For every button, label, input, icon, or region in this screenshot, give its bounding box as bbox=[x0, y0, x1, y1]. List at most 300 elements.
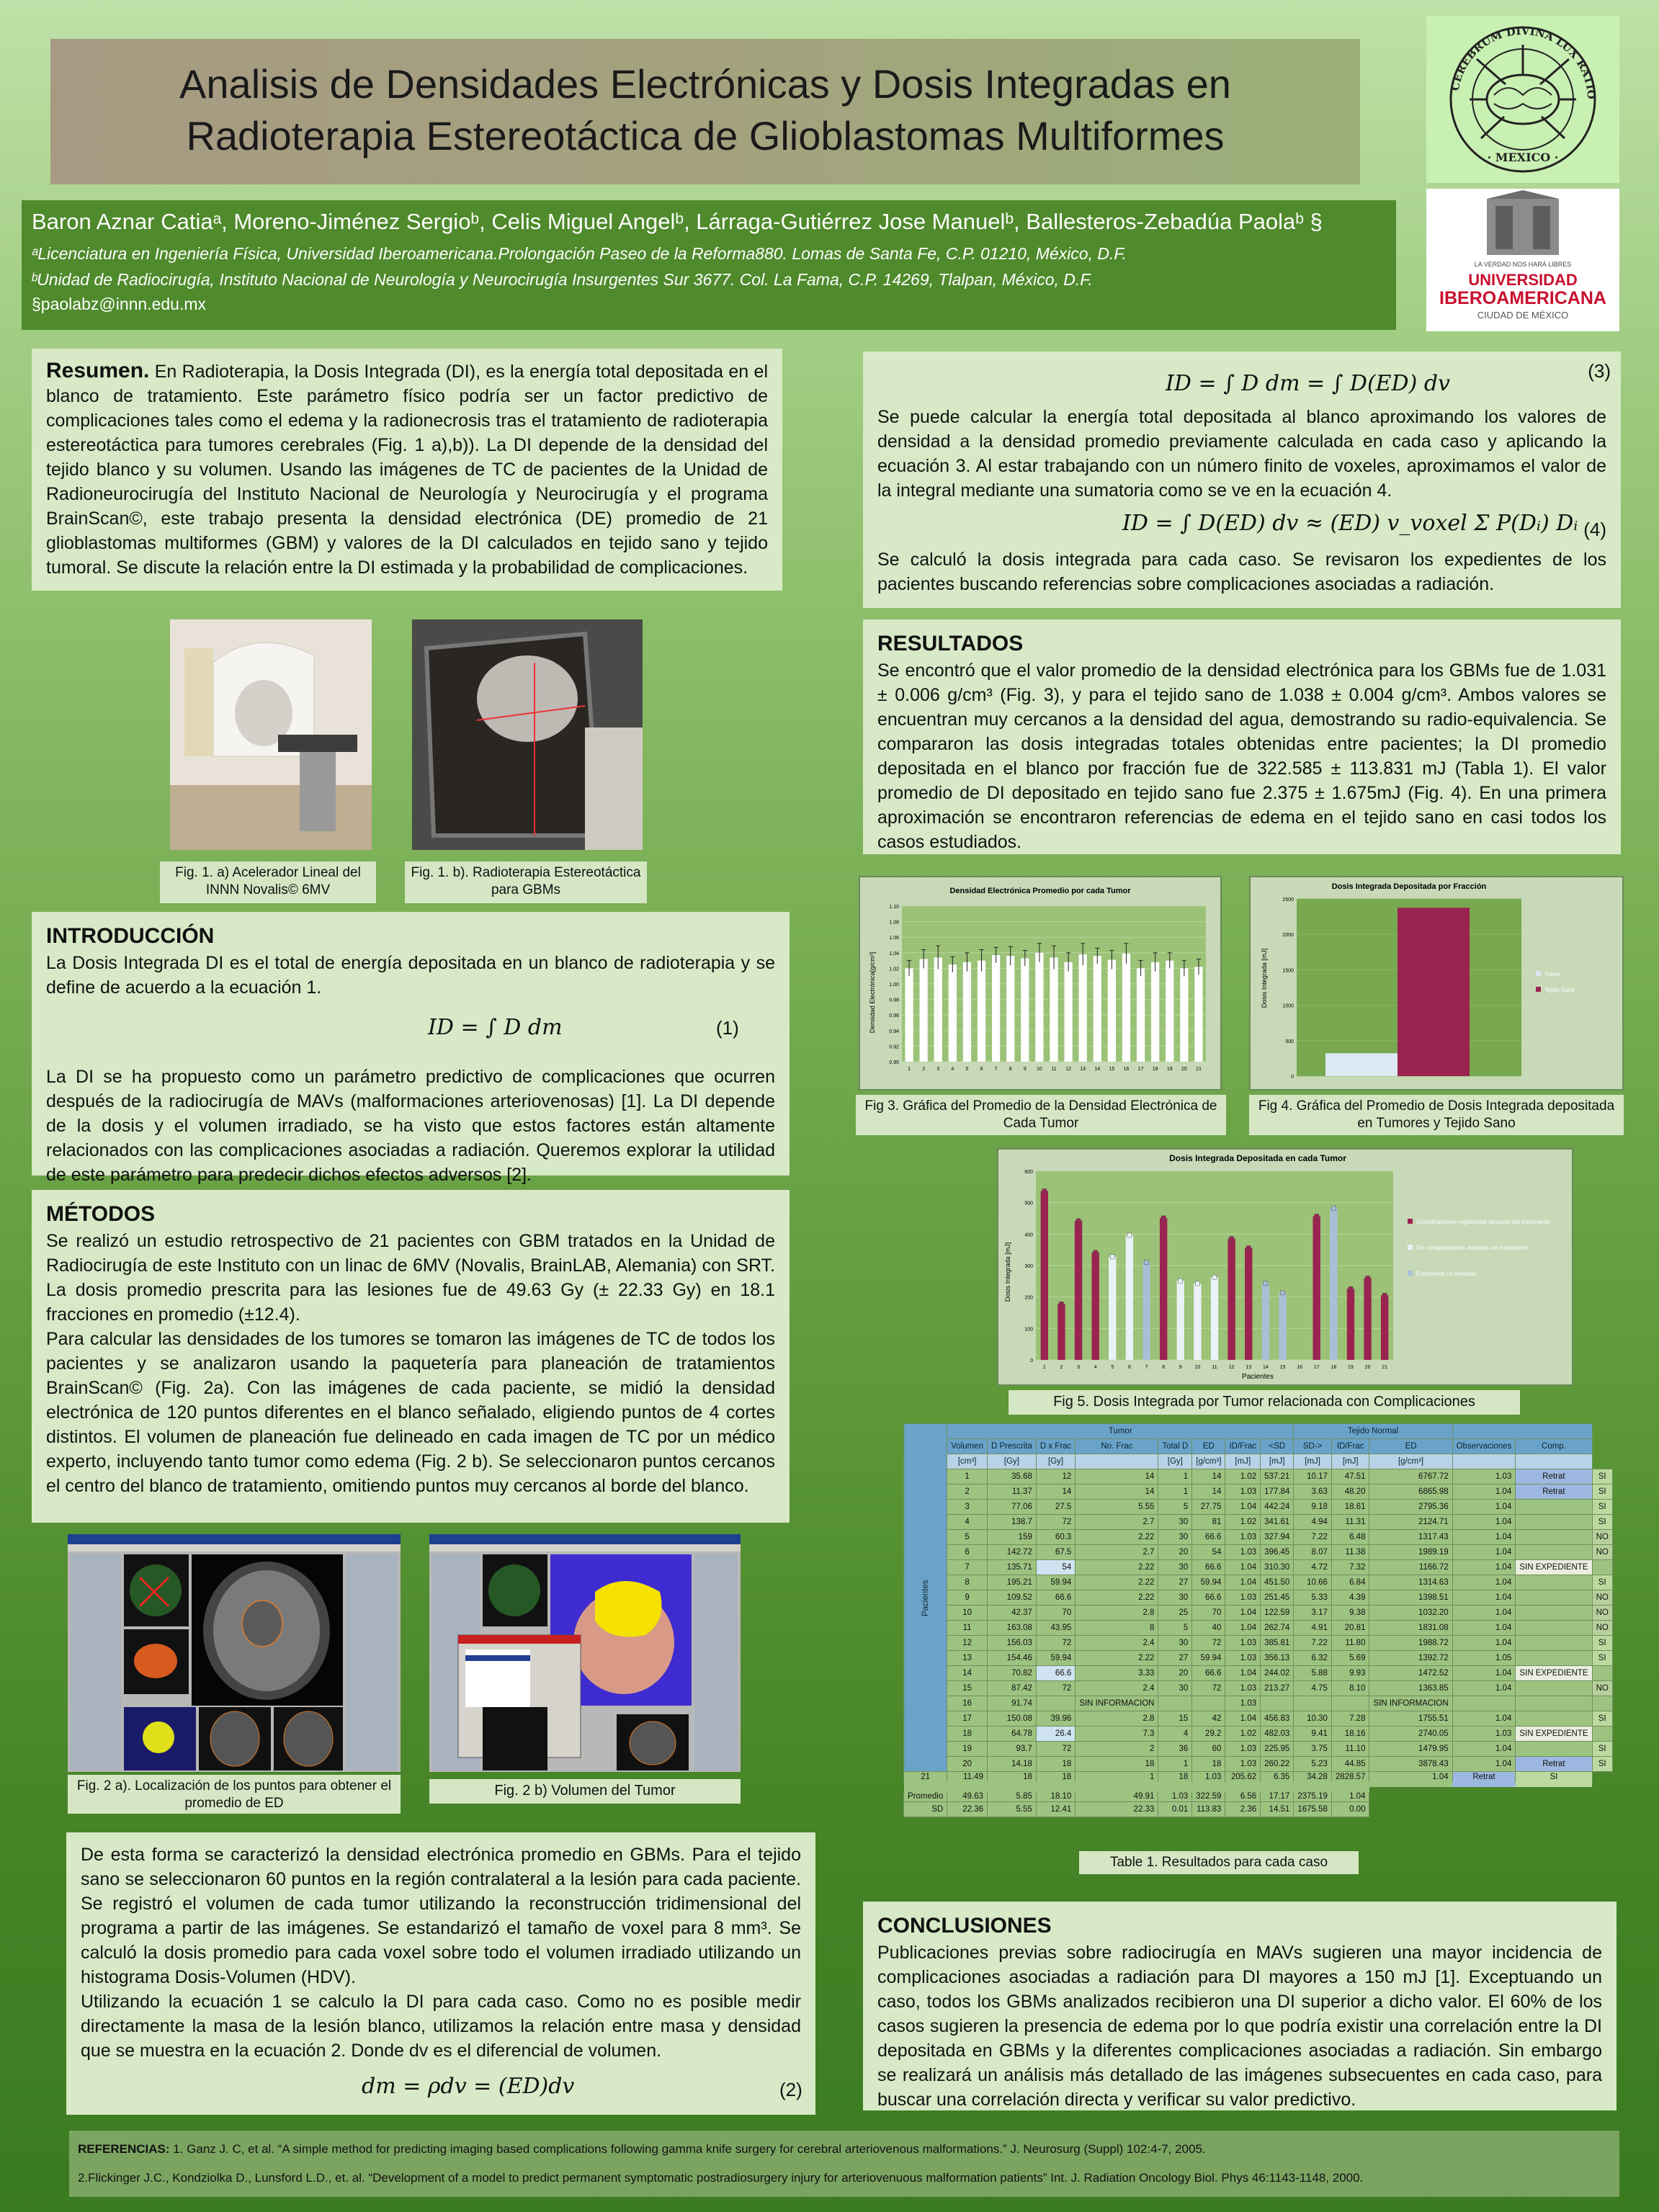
table-cell: 11.10 bbox=[1331, 1742, 1369, 1757]
table-cell: 225.95 bbox=[1261, 1742, 1294, 1757]
dose-bar bbox=[1381, 1295, 1388, 1360]
summary-cell: 6.56 bbox=[1225, 1787, 1261, 1802]
table-cell: 327.94 bbox=[1261, 1530, 1294, 1545]
table-cell: 26.4 bbox=[1036, 1727, 1075, 1742]
methods-p2: Para calcular las densidades de los tumores se tomaron las imágenes de TC de todos los pacientes y se analizaron usando la paquetería para planeación de tratamientos BrainScan© (Fig. 2a). Con las imágenes de cada paciente, se midió la densidad electrónica de 120 puntos diferentes en el blanco señalado, eligiendo puntos de 4 cortes distintos. El volumen de planeación fue delineado en cada imagen de TC por un médico experto, incluyendo tanto tumor como edema (Fig. 2 b). Se seleccionaron puntos cercanos el centro del blanco de tratamiento, omitiendo puntos muy cercanos al borde del blanco. bbox=[46, 1329, 775, 1496]
table-summary-row bbox=[904, 1802, 1613, 1817]
table-cell: 70.82 bbox=[987, 1666, 1036, 1681]
results-heading: RESULTADOS bbox=[877, 632, 1024, 655]
table-cell: 8.07 bbox=[1294, 1545, 1332, 1560]
table-cell: 1 bbox=[1158, 1757, 1192, 1772]
summary-cell: Promedio bbox=[904, 1787, 947, 1802]
summary-cell: 0.01 bbox=[1158, 1802, 1192, 1817]
poster-title-line2: Radioterapia Estereotáctica de Glioblastomas Multiformes bbox=[186, 113, 1225, 158]
table-cell: 59.94 bbox=[1036, 1651, 1075, 1666]
observation-cell: SIN EXPEDIENTE bbox=[1516, 1560, 1592, 1575]
table-cell: 70 bbox=[1192, 1606, 1225, 1621]
seal-icon bbox=[1426, 16, 1619, 183]
table-cell: 15 bbox=[1158, 1711, 1192, 1727]
table-cell: 7.3 bbox=[1076, 1727, 1158, 1742]
table-cell: 29.2 bbox=[1192, 1727, 1225, 1742]
x-tick-label: 14 bbox=[1094, 1067, 1101, 1072]
column-unit: [mJ] bbox=[1331, 1454, 1369, 1469]
methods-section bbox=[32, 1190, 790, 1523]
x-tick-label: 8 bbox=[1162, 1365, 1166, 1370]
table-cell: 156.03 bbox=[987, 1636, 1036, 1651]
density-bar bbox=[1151, 962, 1159, 1062]
table-cell: 1.04 bbox=[1452, 1500, 1516, 1515]
density-bar bbox=[992, 955, 1000, 1062]
table-cell: 8.10 bbox=[1331, 1681, 1369, 1696]
table-cell: 1.03 bbox=[1225, 1530, 1261, 1545]
table-cell: 2.8 bbox=[1076, 1606, 1158, 1621]
dose-marker bbox=[1094, 1250, 1098, 1255]
y-tick-label: 400 bbox=[1024, 1232, 1033, 1238]
y-tick-label: 200 bbox=[1024, 1295, 1033, 1301]
column-unit bbox=[1452, 1454, 1516, 1469]
x-tick-label: 12 bbox=[1065, 1067, 1071, 1072]
table-cell: 30 bbox=[1158, 1515, 1192, 1530]
table-cell: 195.21 bbox=[987, 1575, 1036, 1590]
table-cell: 456.83 bbox=[1261, 1711, 1294, 1727]
x-tick-label: 10 bbox=[1194, 1365, 1201, 1370]
table-row bbox=[904, 1485, 1613, 1500]
complication-cell: SI bbox=[1592, 1711, 1612, 1727]
table-cell: 2828.57 bbox=[1331, 1772, 1369, 1787]
table-cell: 9.38 bbox=[1331, 1606, 1369, 1621]
table-cell: 1.02 bbox=[1225, 1727, 1261, 1742]
table-cell: 30 bbox=[1158, 1636, 1192, 1651]
dose-bar bbox=[1228, 1239, 1235, 1360]
legend-label: Tejido Sano bbox=[1544, 987, 1575, 993]
equation-2: dm = ρdv = (ED)dv bbox=[362, 2074, 575, 2099]
dose-bar bbox=[1245, 1248, 1252, 1360]
results-table-wrapper bbox=[903, 1423, 1609, 1817]
table-cell: 262.74 bbox=[1261, 1621, 1294, 1636]
table-cell bbox=[1261, 1696, 1294, 1711]
table-cell: 5.33 bbox=[1294, 1590, 1332, 1606]
table-row bbox=[904, 1575, 1613, 1590]
density-bar bbox=[1108, 960, 1116, 1062]
observation-cell bbox=[1516, 1606, 1592, 1621]
table-cell: 11.37 bbox=[987, 1485, 1036, 1500]
table-cell: 4 bbox=[1158, 1727, 1192, 1742]
table-cell: 72 bbox=[1192, 1636, 1225, 1651]
dose-per-tumor-chart-title: Dosis Integrada Depositada en cada Tumor bbox=[1169, 1153, 1346, 1163]
table-cell: 20 bbox=[1158, 1666, 1192, 1681]
table-cell: 1988.72 bbox=[1369, 1636, 1452, 1651]
abstract-section bbox=[32, 349, 782, 591]
table-cell: 91.74 bbox=[987, 1696, 1036, 1711]
x-tick-label: 2 bbox=[1060, 1365, 1063, 1370]
continuation-p1-text: De esta forma se caracterizó la densidad electrónica promedio en GBMs. Para el tejido sano se seleccionaron 60 puntos en la región contralateral a la lesión para cada paciente. Se registró el volumen de cada tumor utilizando la reconstrucción tridimensional del programa a partir de las imágenes. Se estandarizó el tamaño de voxel para 8 mm³. Se calculó la dosis promedio para cada voxel sobre todo el volumen irradiado utilizando un histograma Dosis-Volumen (HDV). bbox=[81, 1845, 801, 1987]
table-cell: 66.6 bbox=[1192, 1590, 1225, 1606]
table-cell: 1 bbox=[1158, 1469, 1192, 1485]
table-cell: 1.04 bbox=[1225, 1575, 1261, 1590]
table-cell: 2124.71 bbox=[1369, 1515, 1452, 1530]
equations-p1: Se puede calcular la energía total depositada al blanco aproximando los valores de densidad a la densidad promedio previamente calculada en cada caso y aplicando la ecuación 3. Al estar trabajando con un número finito de voxeles, aproximamos el valor de la integral mediante una sumatoria como se ve en la ecuación 4. bbox=[877, 407, 1606, 501]
table-cell: 64.78 bbox=[987, 1727, 1036, 1742]
table-cell: 6.84 bbox=[1331, 1575, 1369, 1590]
table-cell: 87.42 bbox=[987, 1681, 1036, 1696]
complication-cell: NO bbox=[1592, 1545, 1612, 1560]
dose-bar bbox=[1211, 1277, 1218, 1360]
uni-motto: LA VERDAD NOS HARÁ LIBRES bbox=[1474, 261, 1572, 268]
contact-email: §paolabz@innn.edu.mx bbox=[32, 295, 207, 313]
dose-per-tumor-chart-svg bbox=[998, 1150, 1572, 1384]
observation-cell bbox=[1516, 1575, 1592, 1590]
column-header: SD-> bbox=[1294, 1439, 1332, 1454]
column-unit: [Gy] bbox=[987, 1454, 1036, 1469]
legend-swatch bbox=[1408, 1219, 1413, 1224]
table-cell: 72 bbox=[1036, 1681, 1075, 1696]
table-cell: 10.17 bbox=[1294, 1469, 1332, 1485]
table-cell: 1.03 bbox=[1225, 1485, 1261, 1500]
table-cell: 1.04 bbox=[1452, 1636, 1516, 1651]
linac-photo bbox=[170, 619, 372, 850]
table-cell: 30 bbox=[1158, 1560, 1192, 1575]
table-cell: 6.48 bbox=[1331, 1530, 1369, 1545]
introduction-p1: La Dosis Integrada DI es el total de energía depositada en un blanco de radioterapia y se define de acuerdo a la ecuación 1. bbox=[46, 953, 775, 998]
density-bar bbox=[1050, 957, 1057, 1062]
table-group-header bbox=[904, 1424, 1613, 1439]
table-row bbox=[904, 1727, 1613, 1742]
y-tick-label: 2500 bbox=[1282, 897, 1294, 903]
x-tick-label: 17 bbox=[1137, 1067, 1144, 1072]
summary-cell: 1.03 bbox=[1158, 1787, 1192, 1802]
table-cell: 1.03 bbox=[1192, 1772, 1225, 1787]
table-cell: 4.94 bbox=[1294, 1515, 1332, 1530]
equation-1-number: (1) bbox=[716, 1017, 739, 1039]
table-cell: 44.85 bbox=[1331, 1757, 1369, 1772]
table-cell: 1363.85 bbox=[1369, 1681, 1452, 1696]
table-cell: 18 bbox=[1158, 1772, 1192, 1787]
table-cell: 60.3 bbox=[1036, 1530, 1075, 1545]
table-cell: 1.04 bbox=[1225, 1666, 1261, 1681]
table-cell: 77.06 bbox=[987, 1500, 1036, 1515]
fig2a-caption: Fig. 2 a). Localización de los puntos para obtener el promedio de ED bbox=[68, 1775, 401, 1814]
density-chart bbox=[859, 876, 1222, 1091]
density-bar bbox=[1006, 956, 1014, 1062]
table-cell: 14 bbox=[1076, 1469, 1158, 1485]
group-normal: Tejido Normal bbox=[1294, 1424, 1452, 1439]
density-bar bbox=[949, 964, 957, 1062]
table-cell: 1.03 bbox=[1225, 1545, 1261, 1560]
table-cell: 1.03 bbox=[1225, 1696, 1261, 1711]
table-cell: 2.22 bbox=[1076, 1530, 1158, 1545]
complication-cell: SI bbox=[1592, 1757, 1612, 1772]
x-tick-label: 20 bbox=[1181, 1067, 1187, 1072]
table-cell: 27.5 bbox=[1036, 1500, 1075, 1515]
table-cell: 1472.52 bbox=[1369, 1666, 1452, 1681]
complication-cell: SI bbox=[1516, 1772, 1592, 1787]
x-tick-label: 19 bbox=[1166, 1067, 1173, 1072]
results-table bbox=[903, 1423, 1613, 1817]
legend-label: Tumor bbox=[1544, 971, 1561, 977]
table-cell: 8 bbox=[1076, 1621, 1158, 1636]
dose-bar-healthy bbox=[1398, 908, 1470, 1076]
table-cell: 1.02 bbox=[1225, 1469, 1261, 1485]
summary-cell: 113.83 bbox=[1192, 1802, 1225, 1817]
table-cell: 14.18 bbox=[987, 1757, 1036, 1772]
dose-marker bbox=[1230, 1237, 1234, 1241]
table-cell: 18 bbox=[1076, 1757, 1158, 1772]
dose-marker bbox=[1179, 1279, 1183, 1283]
table-row bbox=[904, 1681, 1613, 1696]
table-cell: 39.96 bbox=[1036, 1711, 1075, 1727]
table-cell: 1.04 bbox=[1225, 1606, 1261, 1621]
dose-marker bbox=[1366, 1276, 1370, 1280]
summary-cell: 17.17 bbox=[1261, 1787, 1294, 1802]
table-cell: 18 bbox=[1192, 1757, 1225, 1772]
table-cell: 81 bbox=[1192, 1515, 1225, 1530]
observation-cell bbox=[1516, 1545, 1592, 1560]
conclusions-text: Publicaciones previas sobre radiocirugía en MAVs sugieren una mayor incidencia de complicaciones asociadas a radiación para DI mayores a 150 mJ [1]. Exceptuando un caso, todos los GBMs analizados recibieron una DI superior a dicho valor. El 60% de los casos sugieren la presencia de edema por lo que podría existir una correlación entre la DI depositada en GBMs y la diferentes complicaciones asociadas a radiación. Sin embargo se realizará un análisis más detallado de las imágenes subsecuentes en cada caso, para buscar una correlación directa y verificar su valor predictivo. bbox=[877, 1943, 1602, 2110]
observation-cell bbox=[1516, 1500, 1592, 1515]
density-bar bbox=[920, 959, 928, 1062]
x-tick-label: 3 bbox=[1077, 1365, 1081, 1370]
table-cell bbox=[1452, 1696, 1516, 1711]
table-cell: 1.03 bbox=[1225, 1636, 1261, 1651]
table-cell: 2.4 bbox=[1076, 1636, 1158, 1651]
table-cell: 3.63 bbox=[1294, 1485, 1332, 1500]
authors-line: Baron Aznar Catiaᵃ, Moreno-Jiménez Sergioᵇ, Celis Miguel Angelᵇ, Lárraga-Gutiérrez Jose Manuelᵇ, Ballesteros-Zebadúa Paolaᵇ § bbox=[32, 209, 1323, 234]
table-row bbox=[904, 1500, 1613, 1515]
table-cell: 1831.08 bbox=[1369, 1621, 1452, 1636]
x-tick-label: 1 bbox=[908, 1067, 911, 1072]
table-cell: 1989.19 bbox=[1369, 1545, 1452, 1560]
table-cell: 27 bbox=[1158, 1651, 1192, 1666]
y-tick-label: 1.04 bbox=[889, 951, 899, 957]
observation-cell bbox=[1516, 1696, 1592, 1711]
table-cell: 1 bbox=[1076, 1772, 1158, 1787]
references-section bbox=[69, 2131, 1619, 2197]
y-tick-label: 0.94 bbox=[889, 1029, 899, 1034]
column-unit: [g/cm³] bbox=[1369, 1454, 1452, 1469]
table-row bbox=[904, 1560, 1613, 1575]
table-cell: 72 bbox=[1192, 1681, 1225, 1696]
summary-cell: SD bbox=[904, 1802, 947, 1817]
table-cell: 2.8 bbox=[1076, 1711, 1158, 1727]
table-row bbox=[904, 1711, 1613, 1727]
table-cell: 2.22 bbox=[1076, 1590, 1158, 1606]
equation-2-number: (2) bbox=[779, 2079, 802, 2100]
y-tick-label: 0.90 bbox=[889, 1060, 899, 1065]
x-tick-label: 8 bbox=[1009, 1067, 1012, 1072]
table-cell: 60 bbox=[1192, 1742, 1225, 1757]
observation-cell: Retrat bbox=[1516, 1757, 1592, 1772]
table-cell: 1.04 bbox=[1452, 1485, 1516, 1500]
table-caption: Table 1. Resultados para cada caso bbox=[1079, 1851, 1359, 1874]
table-cell: 18.16 bbox=[1331, 1727, 1369, 1742]
results-section bbox=[863, 619, 1621, 854]
title-banner bbox=[50, 39, 1360, 184]
table-cell: 66.6 bbox=[1036, 1666, 1075, 1681]
table-cell: 9.41 bbox=[1294, 1727, 1332, 1742]
dose-bar bbox=[1057, 1304, 1065, 1360]
table-cell: 11.38 bbox=[1331, 1545, 1369, 1560]
table-cell: 59.94 bbox=[1192, 1575, 1225, 1590]
table-cell: 2.22 bbox=[1076, 1651, 1158, 1666]
equation-4-number: (4) bbox=[1583, 519, 1606, 540]
summary-cell: 18.10 bbox=[1036, 1787, 1075, 1802]
dose-marker bbox=[1382, 1293, 1387, 1297]
table-cell: 11.49 bbox=[947, 1772, 988, 1787]
column-header: Comp. bbox=[1516, 1439, 1592, 1454]
table-cell: 59.94 bbox=[1036, 1575, 1075, 1590]
table-cell: 66.6 bbox=[1036, 1590, 1075, 1606]
legend-swatch bbox=[1536, 971, 1541, 976]
complication-cell: SI bbox=[1592, 1742, 1612, 1757]
affiliation-a: ᵃLicenciatura en Ingeniería Física, Universidad Iberoamericana.Prolongación Paseo de la Reforma880. Lomas de Santa Fe, C.P. 01210, México, D.F. bbox=[32, 244, 1127, 263]
table-cell: 93.7 bbox=[987, 1742, 1036, 1757]
summary-cell: 22.36 bbox=[947, 1802, 988, 1817]
summary-cell: 0.00 bbox=[1331, 1802, 1369, 1817]
table-cell: 1.04 bbox=[1452, 1515, 1516, 1530]
x-tick-label: 21 bbox=[1196, 1067, 1202, 1072]
x-tick-label: 2 bbox=[922, 1067, 926, 1072]
patient-number: 10 bbox=[947, 1606, 988, 1621]
table-row bbox=[904, 1545, 1613, 1560]
legend-swatch bbox=[1536, 987, 1541, 992]
density-bar bbox=[978, 961, 985, 1062]
column-header: No. Frac bbox=[1076, 1439, 1158, 1454]
x-tick-label: 5 bbox=[1111, 1365, 1114, 1370]
table-cell: 1.04 bbox=[1452, 1621, 1516, 1636]
x-tick-label: 20 bbox=[1364, 1365, 1371, 1370]
patient-number: 5 bbox=[947, 1530, 988, 1545]
y-tick-label: 0 bbox=[1291, 1075, 1294, 1080]
table-cell: SIN INFORMACION bbox=[1076, 1696, 1158, 1711]
observation-cell bbox=[1516, 1636, 1592, 1651]
table-row bbox=[904, 1606, 1613, 1621]
table-cell: 1.04 bbox=[1452, 1575, 1516, 1590]
x-tick-label: 10 bbox=[1037, 1067, 1042, 1072]
column-header: D Prescrita bbox=[987, 1439, 1036, 1454]
table-cell: 1314.63 bbox=[1369, 1575, 1452, 1590]
observation-cell: Retrat bbox=[1452, 1772, 1516, 1787]
uni-name-1: UNIVERSIDAD bbox=[1468, 271, 1578, 289]
x-tick-label: 13 bbox=[1246, 1365, 1252, 1370]
x-tick-label: 16 bbox=[1123, 1067, 1130, 1072]
table-cell: 66.6 bbox=[1192, 1530, 1225, 1545]
x-tick-label: 6 bbox=[1127, 1365, 1131, 1370]
summary-cell: 22.33 bbox=[1076, 1802, 1158, 1817]
patient-number: 9 bbox=[947, 1590, 988, 1606]
uni-name-3: CIUDAD DE MÉXICO bbox=[1477, 310, 1569, 321]
column-header: Total D bbox=[1158, 1439, 1192, 1454]
table-cell: 4.91 bbox=[1294, 1621, 1332, 1636]
table-cell: 1.04 bbox=[1452, 1711, 1516, 1727]
density-bar bbox=[1122, 954, 1130, 1062]
continuation-p2: Utilizando la ecuación 1 se calculo la DI para cada caso. Como no es posible medir directamente la masa de la lesión blanco, utilizamos la relación entre masa y densidad que se muestra en la ecuación 2. Donde dv es el diferencial de volumen. bbox=[81, 1992, 801, 2061]
table-cell: 14 bbox=[1036, 1485, 1075, 1500]
y-tick-label: 0.98 bbox=[889, 998, 899, 1003]
table-cell: 213.27 bbox=[1261, 1681, 1294, 1696]
group-tumor: Tumor bbox=[947, 1424, 1294, 1439]
complication-cell: SI bbox=[1592, 1575, 1612, 1590]
fig5-caption: Fig 5. Dosis Integrada por Tumor relacionada con Complicaciones bbox=[1009, 1390, 1520, 1415]
table-cell: 54 bbox=[1192, 1545, 1225, 1560]
table-cell: 385.81 bbox=[1261, 1636, 1294, 1651]
methods-p1: Se realizó un estudio retrospectivo de 21 pacientes con GBM tratados en la Unidad de Radiocirugía de este Instituto con un linac de 6MV (Novalis, BrainLAB, Alemania) con SRT. La dosis promedio prescrita para las lesiones fue de 49.63 Gy (± 22.33 Gy) en 18.1 fracciones en promedio (±12.4). bbox=[46, 1231, 775, 1325]
table-units bbox=[904, 1454, 1613, 1469]
table-cell: 14 bbox=[1076, 1485, 1158, 1500]
table-cell bbox=[1158, 1696, 1192, 1711]
table-cell: 25 bbox=[1158, 1606, 1192, 1621]
table-cell: 1.05 bbox=[1452, 1651, 1516, 1666]
dose-fraction-chart-title: Dosis Integrada Depositada por Fracción bbox=[1331, 882, 1487, 891]
table-cell: 14 bbox=[1192, 1469, 1225, 1485]
y-tick-label: 500 bbox=[1285, 1039, 1294, 1044]
table-cell: 2.7 bbox=[1076, 1515, 1158, 1530]
brainscan-screenshot-a bbox=[68, 1534, 401, 1772]
dose-bar bbox=[1160, 1218, 1167, 1360]
table-cell: 66.6 bbox=[1192, 1666, 1225, 1681]
density-bar bbox=[1035, 953, 1043, 1062]
dose-marker bbox=[1076, 1219, 1081, 1223]
table-cell: 42.37 bbox=[987, 1606, 1036, 1621]
table-cell: 537.21 bbox=[1261, 1469, 1294, 1485]
complication-cell: SI bbox=[1592, 1515, 1612, 1530]
dose-fraction-chart-svg bbox=[1251, 877, 1622, 1089]
srt-mask-photo bbox=[412, 619, 643, 850]
table-cell: 3.17 bbox=[1294, 1606, 1332, 1621]
table-cell: 1.04 bbox=[1452, 1681, 1516, 1696]
complication-cell: NO bbox=[1592, 1530, 1612, 1545]
patient-number: 1 bbox=[947, 1469, 988, 1485]
table-cell: 7.22 bbox=[1294, 1636, 1332, 1651]
x-tick-label: 14 bbox=[1262, 1365, 1269, 1370]
table-cell: 18 bbox=[987, 1772, 1036, 1787]
table-cell: 18 bbox=[1036, 1772, 1075, 1787]
fig2b-caption: Fig. 2 b) Volumen del Tumor bbox=[429, 1779, 741, 1804]
results-text: Se encontró que el valor promedio de la densidad electrónica para los GBMs fue de 1.031 ± 0.006 g/cm³ (Fig. 3), y para el tejido sano de 1.038 ± 0.004 g/cm³. Ambos valores se encuentran muy cercanos a la densidad del agua, demostrando su radio-equivalencia. Se compararon las dosis integradas totales obtenidas entre pacientes; la DI promedio depositada en el blanco por fracción fue de 322.585 ± 113.831 mJ (Tabla 1). El valor promedio de DI depositado en tejido sano fue 2.375 ± 1.675mJ (Fig. 4). En una primera aproximación se encontraron referencias de edema en el tejido sano en casi todos los casos estudiados. bbox=[877, 661, 1606, 852]
dose-marker bbox=[1349, 1286, 1353, 1291]
equation-1: ID = ∫ D dm bbox=[428, 1015, 563, 1040]
observation-cell bbox=[1516, 1681, 1592, 1696]
conclusions-section bbox=[863, 1902, 1616, 2110]
column-header: <SD bbox=[1261, 1439, 1294, 1454]
y-tick-label: 1.08 bbox=[889, 920, 899, 926]
complication-cell: SI bbox=[1592, 1636, 1612, 1651]
y-tick-label: 2000 bbox=[1282, 933, 1294, 939]
table-cell: 43.95 bbox=[1036, 1621, 1075, 1636]
dose-marker bbox=[1195, 1281, 1199, 1286]
summary-cell: 2375.19 bbox=[1294, 1787, 1332, 1802]
column-header: ID/Frac bbox=[1225, 1439, 1261, 1454]
dose-per-tumor-chart bbox=[997, 1148, 1573, 1386]
summary-cell: 322.59 bbox=[1192, 1787, 1225, 1802]
observation-cell bbox=[1516, 1742, 1592, 1757]
patient-number: 12 bbox=[947, 1636, 988, 1651]
x-tick-label: 12 bbox=[1228, 1365, 1235, 1370]
fig1b-caption: Fig. 1. b). Radioterapia Estereotáctica para GBMs bbox=[405, 861, 647, 903]
dose-bar bbox=[1347, 1289, 1354, 1360]
summary-cell: 1.04 bbox=[1331, 1787, 1369, 1802]
y-tick-label: 1.06 bbox=[889, 936, 899, 941]
table-cell bbox=[1294, 1696, 1332, 1711]
patient-number: 7 bbox=[947, 1560, 988, 1575]
dose-bar bbox=[1041, 1191, 1048, 1360]
x-tick-label: 5 bbox=[965, 1067, 969, 1072]
density-bar bbox=[934, 957, 942, 1062]
x-tick-label: 16 bbox=[1297, 1365, 1302, 1370]
density-bar bbox=[1166, 961, 1173, 1062]
column-header: Volumen bbox=[947, 1439, 988, 1454]
dose-bar bbox=[1262, 1283, 1269, 1360]
table-cell: 5 bbox=[1158, 1500, 1192, 1515]
